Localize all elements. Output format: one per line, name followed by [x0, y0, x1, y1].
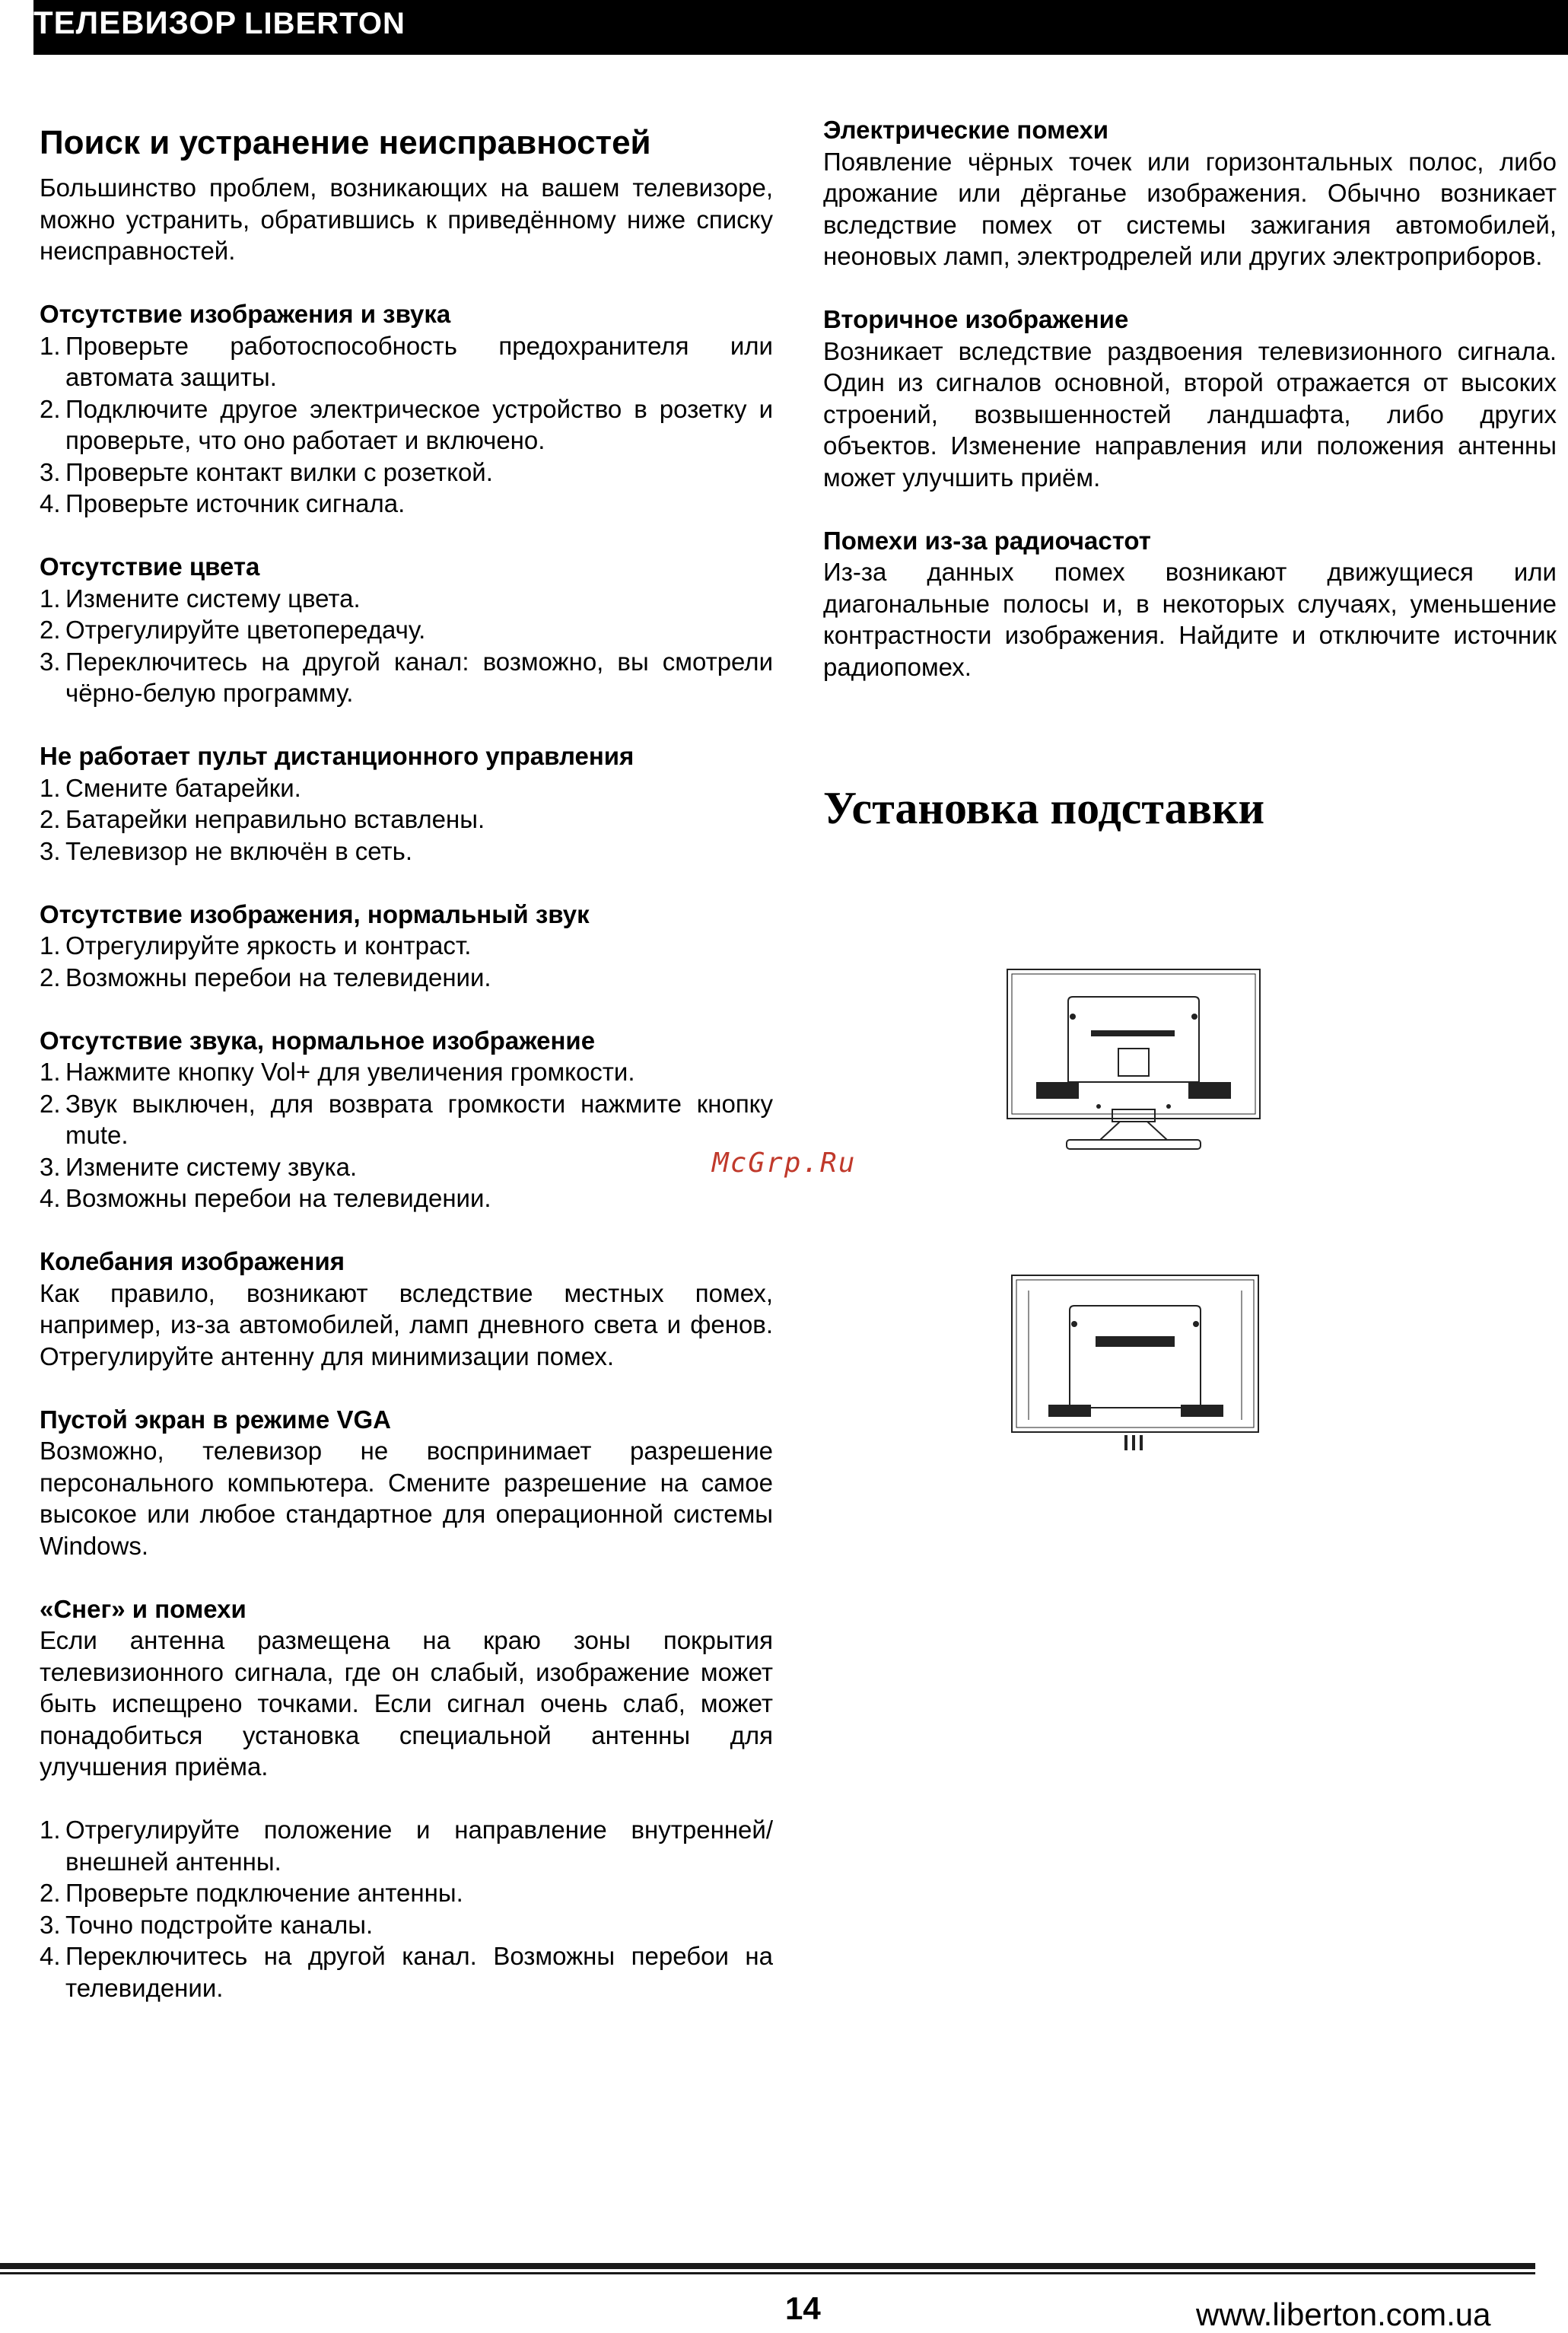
list-item: 3. Измените систему звука. [40, 1152, 358, 1181]
list-item: 3. Телевизор не включён в сеть. [40, 836, 413, 865]
section-text: Как правило, возникают вследствие местных помех, например, из-за автомобилей, ламп дневного света и фенов. Отрегулируйте антенну для минимизации помех. [40, 1278, 773, 1370]
section-ghost [823, 304, 1557, 493]
list [40, 1056, 773, 1214]
list [40, 930, 773, 993]
section-title: Пустой экран в режиме VGA [40, 1405, 391, 1434]
page-number: 14 [785, 2290, 821, 2326]
tv-back-panel [1070, 1306, 1201, 1408]
section-title: Электрические помехи [823, 116, 1109, 144]
port-block-right [1188, 1082, 1231, 1099]
section-title: Отсутствие изображения, нормальный звук [40, 899, 590, 928]
right-column [823, 114, 1557, 683]
list [40, 772, 773, 867]
section-title: Помехи из-за радиочастот [823, 526, 1151, 555]
list-item: 2. Отрегулируйте цветопередачу. [40, 616, 426, 644]
section-title: Не работает пульт дистанционного управления [40, 742, 635, 770]
list-item: 3. Переключитесь на другой канал: возможно, вы смотрели чёрно-белую программу. [40, 647, 773, 707]
footer-rule [0, 2263, 1535, 2269]
screw [1071, 1321, 1077, 1327]
header-brand: LIBERTON [244, 7, 406, 40]
list-item: 4. Проверьте источник сигнала. [40, 489, 406, 517]
left-column [40, 122, 773, 2004]
section-no-color [40, 551, 773, 709]
list-item: 1. Отрегулируйте яркость и контраст. [40, 931, 472, 960]
list-item: 2. Звук выключен, для возврата громкости нажмите кнопку mute. [40, 1089, 773, 1149]
section-title: Отсутствие изображения и звука [40, 300, 451, 328]
header-title [33, 5, 406, 41]
stand-mount-peg [1124, 1435, 1127, 1450]
list-item: 1. Нажмите кнопку Vol+ для увеличения громкости. [40, 1058, 635, 1086]
section-text: Появление чёрных точек или горизонтальных полос, либо дрожание или дёрганье изображения. Обычно возникает вследствие помех от системы зажигания автомобилей, неоновых ламп, электродрелей или других электроприборов. [823, 147, 1557, 270]
section-no-picture-no-sound [40, 298, 773, 520]
list-item: 1. Смените батарейки. [40, 773, 301, 802]
section-title: «Снег» и помехи [40, 1594, 246, 1623]
list-item: 2. Проверьте подключение антенны. [40, 1879, 463, 1907]
section-electric [823, 114, 1557, 272]
section-snow [40, 1593, 773, 2004]
tv-back-without-stand-illustration [1010, 1274, 1260, 1455]
list-item: 2. Возможны перебои на телевидении. [40, 963, 491, 991]
list-item: 4. Переключитесь на другой канал. Возможны перебои на телевидении. [40, 1942, 773, 2002]
list [40, 583, 773, 709]
list [40, 1814, 773, 2004]
section-vga [40, 1404, 773, 1562]
screw [1191, 1014, 1197, 1020]
port-block-left [1036, 1082, 1079, 1099]
list-item: 1. Измените систему цвета. [40, 584, 361, 613]
header-product: ТЕЛЕВИЗОР [33, 5, 237, 40]
section-title: Колебания изображения [40, 1247, 345, 1275]
list [40, 330, 773, 520]
intro-text: Большинство проблем, возникающих на вашем телевизоре, можно устранить, обратившись к приведённому ниже списку неисправностей. [40, 173, 773, 265]
section-no-picture-normal-sound [40, 899, 773, 994]
port-block-left [1048, 1405, 1091, 1417]
list-item: 1. Отрегулируйте положение и направление внутренней/внешней антенны. [40, 1816, 773, 1876]
watermark: McGrp.Ru [712, 1147, 857, 1179]
footer-rule-thin [0, 2272, 1535, 2274]
screw [1070, 1014, 1076, 1020]
tv-back-panel [1068, 997, 1199, 1082]
port-block-right [1181, 1405, 1223, 1417]
list-item: 4. Возможны перебои на телевидении. [40, 1184, 491, 1212]
list-item: 3. Проверьте контакт вилки с розеткой. [40, 457, 493, 486]
section-text: Возможно, телевизор не воспринимает разрешение персонального компьютера. Смените разрешение на самое высокое или любое стандартное для операционной системы Windows. [40, 1437, 773, 1560]
list-item: 1. Проверьте работоспособность предохранителя или автомата защиты. [40, 331, 773, 391]
section-flicker [40, 1246, 773, 1372]
stand-mount-peg [1140, 1435, 1143, 1450]
section-radio [823, 525, 1557, 683]
section-text: Если антенна размещена на краю зоны покрытия телевизионного сигнала, где он слабый, изображение может быть испещрено точками. Если сигнал очень слаб, может понадобиться установка специальной антенны для улучшения приёма. [40, 1626, 773, 1781]
stand-mount-peg [1132, 1435, 1135, 1450]
tv-back-with-stand-illustration [1006, 968, 1261, 1154]
vent-slot [1096, 1336, 1175, 1347]
vent-slot [1091, 1030, 1175, 1036]
tv-center-block [1118, 1049, 1149, 1076]
section-title: Вторичное изображение [823, 305, 1129, 333]
stand-neck [1112, 1109, 1155, 1122]
section-title: Отсутствие звука, нормальное изображение [40, 1026, 596, 1055]
stand-title: Установка подставки [823, 783, 1265, 833]
list-item: 2. Батарейки неправильно вставлены. [40, 805, 485, 833]
section-title: Отсутствие цвета [40, 552, 260, 581]
footer-website: www.liberton.com.ua [1196, 2296, 1491, 2332]
list-item: 2. Подключите другое электрическое устройство в розетку и проверьте, что оно работает и включено. [40, 394, 773, 454]
section-no-sound-normal-picture [40, 1025, 773, 1214]
list-item: 3. Точно подстройте каналы. [40, 1910, 374, 1939]
section-remote [40, 740, 773, 867]
section-text: Из-за данных помех возникают движущиеся или диагональные полосы и, в некоторых случаях, уменьшение контрастности изображения. Найдите и отключите источник радиопомех. [823, 558, 1557, 681]
screw [1193, 1321, 1199, 1327]
page-title: Поиск и устранение неисправностей [40, 124, 651, 161]
stand-base [1067, 1140, 1201, 1149]
section-text: Возникает вследствие раздвоения телевизионного сигнала. Один из сигналов основной, второй отражается от высоких строений, возвышенностей ландшафта, либо других объектов. Изменение направления или положения антенны может улучшить приём. [823, 336, 1557, 492]
